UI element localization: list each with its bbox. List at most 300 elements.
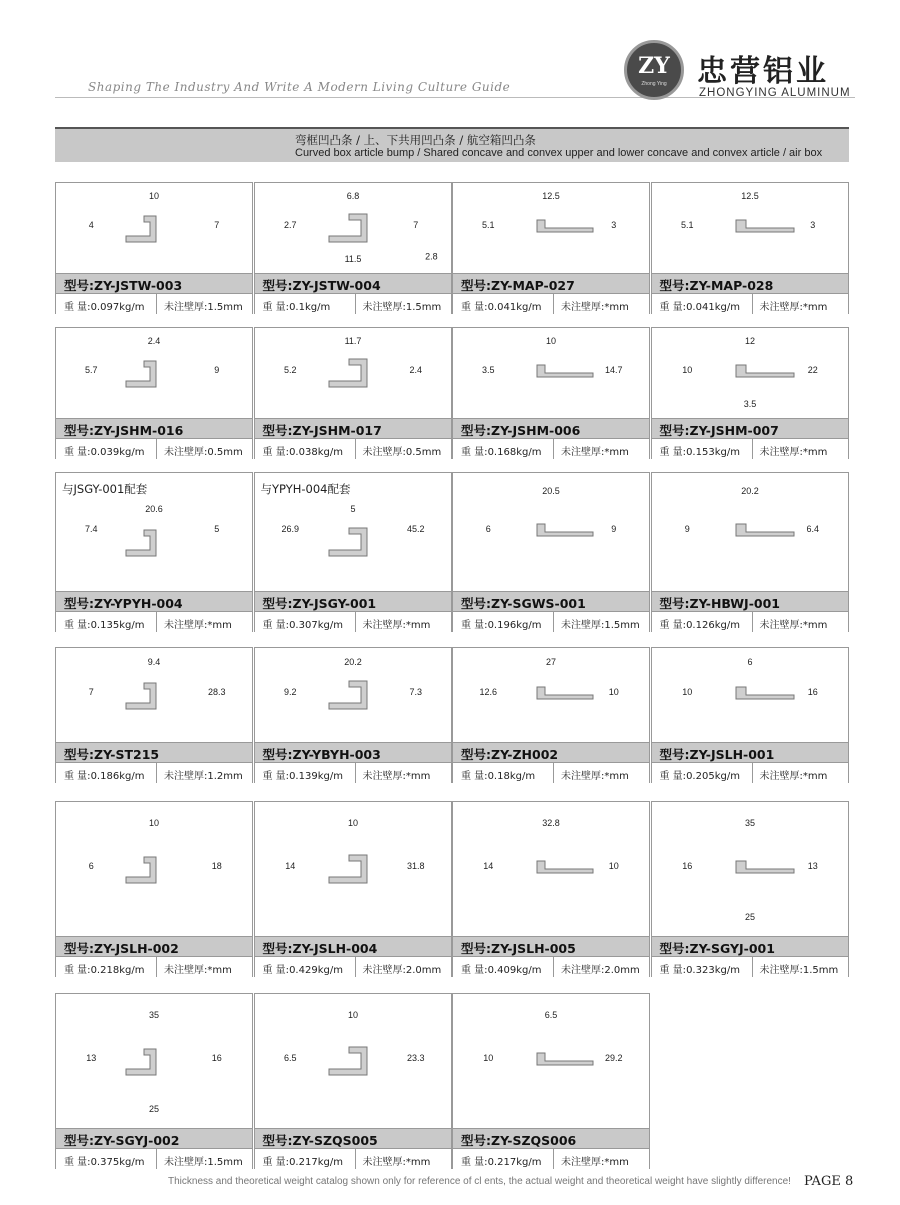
- profile-shape: [329, 359, 367, 387]
- weight-number: 0.409kg/m: [487, 965, 542, 976]
- model-number: 型号:ZY-JSGY-001: [262, 596, 377, 611]
- dimension-label: 10: [681, 365, 692, 375]
- thickness-number: 0.5mm: [405, 447, 442, 458]
- weight-value: [64, 767, 144, 782]
- product-card: [55, 472, 253, 632]
- spec-bar: [56, 611, 252, 632]
- thickness-value: [561, 1153, 629, 1168]
- thickness-value: [561, 616, 640, 631]
- model-number: 型号:ZY-JSLH-001: [659, 747, 775, 762]
- profile-diagram: [255, 802, 451, 936]
- dimension-label: 5.1: [680, 220, 694, 230]
- brand-logo: [624, 40, 684, 100]
- dimension-label: 6.8: [346, 191, 359, 202]
- thickness-label: 未注壁厚:: [362, 771, 406, 782]
- dimension-label: 25: [148, 1103, 160, 1114]
- thickness-label: 未注壁厚:: [759, 771, 803, 782]
- profile-shape: [537, 861, 593, 873]
- weight-label: 重 量:: [659, 447, 687, 458]
- dimension-label: 9: [684, 524, 690, 534]
- dimension-label: 13: [807, 861, 818, 871]
- weight-label: 重 量:: [461, 965, 488, 976]
- dimension-label: 27: [545, 656, 557, 667]
- weight-number: 0.375kg/m: [90, 1157, 145, 1168]
- thickness-value: [760, 443, 828, 458]
- logo-text: ZY: [638, 53, 670, 79]
- thickness-label: 未注壁厚:: [759, 620, 803, 631]
- product-card: [452, 182, 650, 314]
- thickness-label: 未注壁厚:: [362, 965, 406, 976]
- thickness-number: 2.0mm: [604, 965, 640, 976]
- catalog-row: [55, 993, 849, 1169]
- profile-shape: [126, 1049, 156, 1075]
- profile-shape: [537, 524, 593, 536]
- thickness-value: [164, 443, 243, 458]
- profile-drawing: [453, 648, 649, 742]
- thickness-number: *mm: [802, 302, 828, 313]
- dimension-label: 16: [681, 861, 692, 871]
- thickness-value: [164, 961, 232, 976]
- spec-divider: [553, 957, 554, 977]
- thickness-value: [164, 616, 232, 631]
- weight-label: 重 量:: [262, 1157, 290, 1168]
- thickness-label: 未注壁厚:: [759, 965, 803, 976]
- product-card: [651, 327, 849, 459]
- dimension-label: 10: [148, 191, 160, 202]
- product-card: [651, 647, 849, 783]
- profile-shape: [736, 220, 794, 232]
- thickness-value: [363, 443, 442, 458]
- product-card: [651, 472, 849, 632]
- thickness-value: [164, 767, 243, 782]
- model-bar: [255, 418, 451, 439]
- thickness-label: 未注壁厚:: [362, 302, 406, 313]
- thickness-number: *mm: [604, 447, 629, 458]
- dimension-label: 11.7: [344, 336, 361, 347]
- model-number: 型号:ZY-SGYJ-001: [659, 941, 775, 956]
- profile-drawing: [453, 994, 649, 1128]
- weight-number: 0.429kg/m: [289, 965, 343, 976]
- dimension-label: 3: [809, 220, 815, 230]
- dimension-label: 20.2: [343, 656, 362, 667]
- thickness-label: 未注壁厚:: [759, 447, 803, 458]
- profile-shape: [736, 687, 794, 699]
- weight-value: [660, 298, 740, 313]
- profile-diagram: [652, 328, 848, 418]
- dimension-label: 14: [483, 861, 494, 871]
- footer-note: Thickness and theoretical weight catalog shown only for reference of cl ents, the actual weight and theoretical weight have slightly difference!: [168, 1176, 791, 1187]
- model-bar: [652, 742, 848, 763]
- dimension-label: 7: [214, 220, 220, 230]
- dimension-label: 7.3: [408, 687, 422, 697]
- weight-number: 0.323kg/m: [686, 965, 740, 976]
- thickness-number: *mm: [207, 620, 232, 631]
- spec-divider: [553, 294, 554, 314]
- weight-number: 0.217kg/m: [289, 1157, 343, 1168]
- profile-drawing: [652, 183, 848, 273]
- product-card: [452, 472, 650, 632]
- dimension-label: 12: [744, 336, 755, 347]
- thickness-label: 未注壁厚:: [164, 302, 208, 313]
- dimension-label: 7: [88, 687, 94, 697]
- dimension-label: 10: [545, 336, 557, 347]
- profile-diagram: [56, 802, 252, 936]
- thickness-label: 未注壁厚:: [362, 1157, 406, 1168]
- catalog-row: [55, 647, 849, 783]
- dimension-label: 5.1: [482, 220, 495, 230]
- profile-drawing: [255, 648, 451, 742]
- spec-divider: [553, 439, 554, 459]
- spec-bar: [652, 611, 848, 632]
- thickness-number: 1.5mm: [604, 620, 640, 631]
- spec-bar: [56, 293, 252, 314]
- model-bar: [56, 273, 252, 294]
- product-card: [254, 801, 452, 977]
- profile-drawing: [56, 183, 252, 273]
- model-bar: [56, 742, 252, 763]
- spec-bar: [255, 762, 451, 783]
- dimension-label: 23.3: [406, 1053, 424, 1063]
- spec-bar: [255, 293, 451, 314]
- spec-divider: [156, 1149, 157, 1169]
- model-number: 型号:ZY-YPYH-004: [64, 596, 183, 611]
- weight-value: [64, 1153, 144, 1168]
- profile-diagram: [652, 648, 848, 742]
- spec-bar: [453, 611, 649, 632]
- thickness-value: [164, 1153, 243, 1168]
- weight-value: [461, 298, 541, 313]
- thickness-label: 未注壁厚:: [561, 965, 605, 976]
- model-bar: [255, 742, 451, 763]
- thickness-number: *mm: [405, 771, 431, 782]
- thickness-number: 0.5mm: [207, 447, 243, 458]
- profile-shape: [329, 214, 367, 242]
- weight-label: 重 量:: [64, 1157, 91, 1168]
- dimension-label: 5: [214, 524, 220, 534]
- dimension-label: 31.8: [406, 861, 424, 871]
- weight-label: 重 量:: [659, 965, 687, 976]
- profile-diagram: [56, 328, 252, 418]
- profile-shape: [537, 1053, 593, 1065]
- spec-divider: [355, 439, 356, 459]
- thickness-value: [760, 961, 839, 976]
- profile-drawing: [453, 473, 649, 591]
- catalog-row: [55, 472, 849, 632]
- product-card: [452, 647, 650, 783]
- weight-value: [263, 1153, 343, 1168]
- dimension-label: 5: [349, 504, 356, 515]
- dimension-label: 10: [347, 1010, 358, 1021]
- model-number: 型号:ZY-JSHM-017: [262, 423, 382, 438]
- model-number: 型号:ZY-SGWS-001: [461, 596, 586, 611]
- thickness-number: *mm: [802, 620, 828, 631]
- profile-drawing: [255, 328, 451, 418]
- catalog-row: [55, 182, 849, 314]
- thickness-label: 未注壁厚:: [759, 302, 803, 313]
- profile-diagram: [652, 802, 848, 936]
- product-card: [254, 993, 452, 1169]
- spec-divider: [156, 294, 157, 314]
- profile-shape: [329, 855, 367, 883]
- thickness-number: 2.0mm: [405, 965, 442, 976]
- thickness-value: [164, 298, 243, 313]
- profile-shape: [537, 687, 593, 699]
- spec-divider: [752, 612, 753, 632]
- thickness-value: [363, 961, 442, 976]
- thickness-label: 未注壁厚:: [362, 447, 406, 458]
- profile-diagram: [56, 183, 252, 273]
- thickness-label: 未注壁厚:: [561, 771, 605, 782]
- profile-diagram: [453, 328, 649, 418]
- dimension-label: 14.7: [604, 365, 623, 375]
- profile-shape: [329, 528, 367, 556]
- profile-diagram: [453, 802, 649, 936]
- model-bar: [453, 418, 649, 439]
- dimension-label: 12.5: [542, 191, 560, 202]
- profile-shape: [537, 365, 593, 377]
- model-bar: [56, 591, 252, 612]
- dimension-label: 3.5: [482, 365, 495, 375]
- thickness-value: [363, 298, 442, 313]
- product-card: [55, 182, 253, 314]
- spec-divider: [752, 763, 753, 783]
- dimension-label: 7.4: [85, 524, 98, 534]
- spec-divider: [553, 1149, 554, 1169]
- model-number: 型号:ZY-JSLH-005: [461, 941, 576, 956]
- weight-label: 重 量:: [64, 771, 91, 782]
- thickness-value: [760, 616, 828, 631]
- model-bar: [453, 936, 649, 957]
- weight-number: 0.097kg/m: [90, 302, 145, 313]
- model-bar: [453, 273, 649, 294]
- profile-drawing: [255, 183, 451, 273]
- page-header: [0, 0, 900, 120]
- thickness-number: *mm: [604, 1157, 629, 1168]
- model-number: 型号:ZY-YBYH-003: [262, 747, 381, 762]
- thickness-number: 1.5mm: [405, 302, 442, 313]
- product-card: [55, 801, 253, 977]
- dimension-label: 25: [744, 911, 755, 922]
- product-card: [254, 472, 452, 632]
- weight-number: 0.217kg/m: [487, 1157, 542, 1168]
- weight-value: [263, 616, 343, 631]
- model-number: 型号:ZY-MAP-028: [659, 278, 774, 293]
- catalog-row: [55, 801, 849, 977]
- thickness-number: *mm: [405, 1157, 431, 1168]
- weight-label: 重 量:: [64, 302, 91, 313]
- model-bar: [652, 418, 848, 439]
- weight-number: 0.18kg/m: [487, 771, 536, 782]
- weight-value: [660, 616, 740, 631]
- profile-diagram: [255, 994, 451, 1128]
- profile-drawing: [255, 994, 451, 1128]
- thickness-number: *mm: [802, 771, 828, 782]
- spec-divider: [553, 763, 554, 783]
- weight-number: 0.038kg/m: [289, 447, 343, 458]
- profile-shape: [537, 220, 593, 232]
- weight-number: 0.041kg/m: [686, 302, 740, 313]
- profile-drawing: [652, 473, 848, 591]
- model-bar: [652, 273, 848, 294]
- model-number: 型号:ZY-ZH002: [461, 747, 559, 762]
- weight-number: 0.139kg/m: [289, 771, 343, 782]
- dimension-label: 20.6: [145, 504, 163, 515]
- weight-label: 重 量:: [262, 771, 290, 782]
- thickness-label: 未注壁厚:: [164, 447, 208, 458]
- compatibility-note: 与JSGY-001配套: [62, 482, 148, 496]
- spec-divider: [355, 1149, 356, 1169]
- dimension-label: 9: [214, 365, 220, 375]
- spec-bar: [255, 438, 451, 459]
- product-card: [55, 647, 253, 783]
- dimension-label: 5.2: [283, 365, 297, 375]
- weight-value: [263, 443, 343, 458]
- profile-shape: [126, 361, 156, 387]
- weight-value: [461, 1153, 541, 1168]
- model-number: 型号:ZY-SGYJ-002: [64, 1133, 180, 1148]
- weight-number: 0.126kg/m: [686, 620, 740, 631]
- profile-shape: [329, 1047, 367, 1075]
- weight-number: 0.186kg/m: [90, 771, 145, 782]
- profile-drawing: [652, 802, 848, 936]
- dimension-label: 10: [148, 818, 160, 829]
- slogan: Shaping The Industry And Write A Modern Living Culture Guide: [88, 80, 511, 94]
- weight-value: [263, 298, 331, 313]
- profile-drawing: [56, 648, 252, 742]
- spec-bar: [56, 956, 252, 977]
- dimension-label: 7: [412, 220, 418, 230]
- dimension-label: 26.9: [281, 524, 299, 534]
- dimension-label: 18: [211, 861, 222, 871]
- spec-bar: [453, 1148, 649, 1169]
- weight-value: [263, 961, 343, 976]
- model-bar: [453, 591, 649, 612]
- catalog-row: [55, 327, 849, 459]
- weight-label: 重 量:: [262, 302, 290, 313]
- profile-shape: [126, 857, 156, 883]
- compatibility-note: 与YPYH-004配套: [260, 482, 351, 496]
- dimension-label: 9.4: [147, 656, 161, 667]
- dimension-label: 3.5: [743, 399, 756, 410]
- spec-bar: [652, 438, 848, 459]
- spec-bar: [56, 438, 252, 459]
- profile-shape: [126, 216, 156, 242]
- model-number: 型号:ZY-ST215: [64, 747, 160, 762]
- dimension-label: 35: [148, 1010, 160, 1021]
- dimension-label: 14: [284, 861, 295, 871]
- dimension-label: 2.7: [283, 220, 297, 230]
- thickness-number: *mm: [604, 771, 629, 782]
- thickness-label: 未注壁厚:: [164, 771, 208, 782]
- thickness-label: 未注壁厚:: [561, 447, 605, 458]
- dimension-label: 2.8: [424, 251, 438, 262]
- model-bar: [56, 418, 252, 439]
- spec-bar: [652, 762, 848, 783]
- weight-value: [660, 443, 740, 458]
- weight-value: [461, 961, 541, 976]
- dimension-label: 35: [744, 818, 755, 829]
- profile-shape: [736, 861, 794, 873]
- profile-diagram: [255, 328, 451, 418]
- weight-value: [64, 616, 144, 631]
- dimension-label: 6: [88, 861, 94, 871]
- dimension-label: 6: [485, 524, 491, 534]
- thickness-number: 1.5mm: [207, 1157, 243, 1168]
- weight-number: 0.1kg/m: [289, 302, 331, 313]
- spec-bar: [453, 956, 649, 977]
- product-card: [55, 327, 253, 459]
- model-number: 型号:ZY-JSTW-004: [262, 278, 381, 293]
- weight-label: 重 量:: [659, 771, 687, 782]
- dimension-label: 20.2: [740, 486, 759, 497]
- thickness-value: [363, 1153, 431, 1168]
- profile-drawing: [56, 994, 252, 1128]
- model-bar: [652, 936, 848, 957]
- profile-diagram: [56, 648, 252, 742]
- weight-label: 重 量:: [461, 1157, 488, 1168]
- dimension-label: 9.2: [283, 687, 297, 697]
- product-card: [55, 993, 253, 1169]
- thickness-value: [561, 767, 629, 782]
- dimension-label: 4: [88, 220, 94, 230]
- profile-drawing: [56, 802, 252, 936]
- weight-label: 重 量:: [461, 302, 488, 313]
- spec-divider: [156, 763, 157, 783]
- dimension-label: 10: [608, 687, 619, 697]
- weight-label: 重 量:: [262, 620, 290, 631]
- spec-bar: [652, 956, 848, 977]
- weight-number: 0.168kg/m: [487, 447, 542, 458]
- spec-divider: [355, 294, 356, 314]
- thickness-label: 未注壁厚:: [561, 302, 605, 313]
- dimension-label: 6.5: [544, 1010, 558, 1021]
- model-number: 型号:ZY-JSHM-006: [461, 423, 581, 438]
- weight-number: 0.041kg/m: [487, 302, 542, 313]
- thickness-value: [760, 298, 828, 313]
- dimension-label: 3: [611, 220, 617, 230]
- profile-shape: [736, 365, 794, 377]
- profile-drawing: [652, 328, 848, 418]
- spec-divider: [355, 612, 356, 632]
- dimension-label: 16: [807, 687, 818, 697]
- weight-label: 重 量:: [461, 771, 488, 782]
- model-bar: [56, 1128, 252, 1149]
- thickness-value: [561, 961, 640, 976]
- model-bar: [652, 591, 848, 612]
- spec-divider: [355, 957, 356, 977]
- dimension-label: 2.4: [408, 365, 422, 375]
- profile-diagram: [56, 994, 252, 1128]
- profile-drawing: [453, 328, 649, 418]
- model-bar: [255, 591, 451, 612]
- section-title-en: Curved box article bump / Shared concave and convex upper and lower concave and convex article / air box: [295, 147, 823, 159]
- dimension-label: 10: [681, 687, 692, 697]
- profile-diagram: [652, 473, 848, 591]
- spec-divider: [156, 439, 157, 459]
- thickness-value: [561, 298, 629, 313]
- brand-name-en: ZHONGYING ALUMINUM: [699, 87, 851, 99]
- weight-value: [461, 767, 535, 782]
- model-number: 型号:ZY-MAP-027: [461, 278, 575, 293]
- weight-number: 0.218kg/m: [90, 965, 145, 976]
- spec-divider: [156, 957, 157, 977]
- spec-divider: [156, 612, 157, 632]
- profile-diagram: [453, 994, 649, 1128]
- weight-label: 重 量:: [461, 447, 488, 458]
- product-card: [452, 327, 650, 459]
- product-card: [254, 182, 452, 314]
- model-bar: [255, 273, 451, 294]
